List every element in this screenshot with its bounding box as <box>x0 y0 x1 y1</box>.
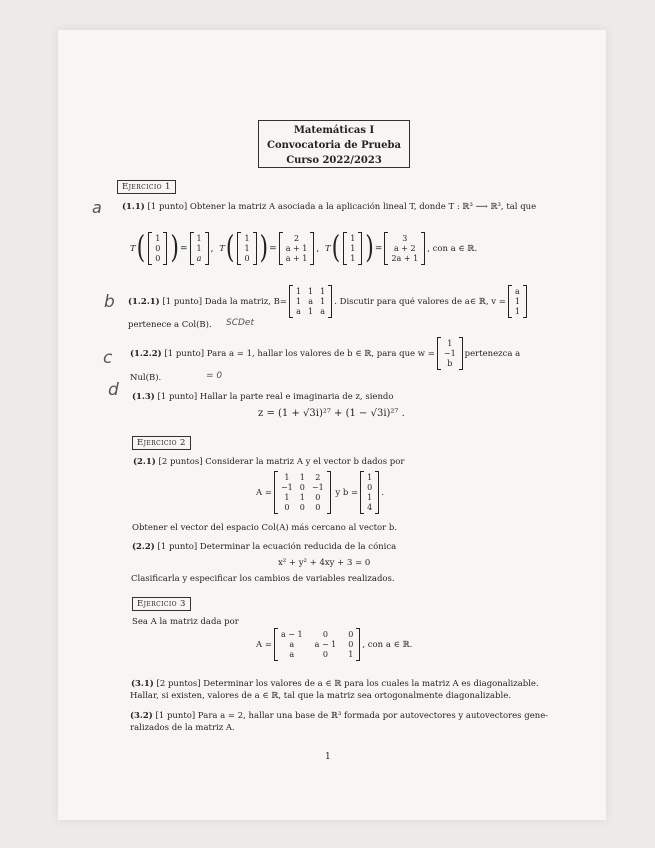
problem-2-2 <box>132 542 396 553</box>
vector-e1: 1 0 0 <box>148 232 167 265</box>
handwritten-b: b <box>104 292 115 312</box>
problem-1-2-2-line2: Nul(B). <box>130 373 162 383</box>
problem-3-2 <box>130 711 548 722</box>
t2-label: T <box>219 243 225 254</box>
problem-2-2-number: (2.2) <box>132 542 155 552</box>
problem-3-2-line2: ralizados de la matriz A. <box>130 723 235 733</box>
problem-3-2-number: (3.2) <box>130 711 153 721</box>
matrix-A-label: A = <box>256 487 272 498</box>
title-line-3: Curso 2022/2023 <box>286 155 382 166</box>
problem-1-1-tail: , con a ∈ ℝ. <box>427 243 478 254</box>
exam-title-box <box>258 120 410 168</box>
problem-1-3-text: [1 punto] Hallar la parte real e imaginaria de z, siendo <box>157 392 394 402</box>
problem-1-2-1-line2: pertenece a Col(B). <box>128 320 212 330</box>
problem-1-3-number: (1.3) <box>132 392 155 402</box>
vector-w: 1 −1 b <box>437 337 463 370</box>
problem-1-1-number: (1.1) <box>122 202 145 212</box>
problem-1-1-formula: T ( 1 0 0 ) = 1 1 a , T ( 1 1 0 ) = 2 a + 1 a + 1 , T ( 1 1 1 ) = 3 a + 2 2a + 1 , con a ∈ ℝ. <box>130 230 478 266</box>
problem-2-1-number: (2.1) <box>133 457 156 467</box>
problem-2-2-text: [1 punto] Determinar la ecuación reducida de la cónica <box>157 542 397 552</box>
exercise-3-intro: Sea A la matriz dada por <box>132 617 239 627</box>
matrix-A-ex3: a − 1 0 0 a a − 1 0 a 0 1 <box>274 628 360 661</box>
title-line-1: Matemáticas I <box>293 125 375 136</box>
problem-1-2-2-tail: pertenezca a <box>464 348 521 359</box>
vector-e2: 1 1 0 <box>237 232 256 265</box>
handwritten-a: a <box>92 198 102 217</box>
vector-e3: 1 1 1 <box>343 232 362 265</box>
problem-1-2-1-text: [1 punto] Dada la matriz, B= <box>162 296 287 307</box>
exercise-1-label: Ejercicio 1 <box>117 180 176 194</box>
problem-1-1 <box>122 202 536 213</box>
problem-1-3 <box>132 392 393 403</box>
problem-3-1-line2: Hallar, si existen, valores de a ∈ ℝ, tal que la matriz sea ortogonalmente diagonalizable. <box>130 691 511 701</box>
matrix-A-ex2: 1 1 2 −1 0 −1 1 1 0 0 0 0 <box>274 471 331 514</box>
problem-2-1-text: [2 puntos] Considerar la matriz A y el vector b dados por <box>158 457 405 467</box>
t3-label: T <box>324 243 331 254</box>
t1-label: T <box>130 243 136 254</box>
problem-1-2-1-mid: . Discutir para qué valores de a∈ ℝ, v = <box>334 296 506 307</box>
handwritten-c: c <box>103 348 113 368</box>
problem-1-1-text: [1 punto] Obtener la matriz A asociada a la aplicación lineal T, donde T : ℝ³ ⟶ ℝ³, tal que <box>147 202 537 212</box>
problem-1-2-2 <box>130 337 520 370</box>
handwritten-d: d <box>108 380 119 400</box>
problem-2-1 <box>133 457 404 468</box>
title-line-2: Convocatoria de Prueba <box>267 140 401 151</box>
image-e1: 1 1 a <box>190 232 209 265</box>
problem-1-2-2-number: (1.2.2) <box>130 348 162 359</box>
problem-1-2-1 <box>128 285 529 318</box>
exercise-3-tail: , con a ∈ ℝ. <box>362 639 413 650</box>
problem-1-2-1-number: (1.2.1) <box>128 296 160 307</box>
page-number: 1 <box>325 752 331 762</box>
vector-b-label: y b = <box>335 487 359 498</box>
problem-3-1 <box>131 679 539 690</box>
problem-3-2-text: [1 punto] Para a = 2, hallar una base de ℝ³ formada por autovectores y autovectores gene- <box>155 711 549 721</box>
vector-v: a 1 1 <box>508 285 527 318</box>
problem-2-2-formula: x² + y² + 4xy + 3 = 0 <box>278 558 371 568</box>
image-e2: 2 a + 1 a + 1 <box>279 232 315 265</box>
exercise-2-label: Ejercicio 2 <box>132 436 191 450</box>
vector-b: 1 0 1 4 <box>360 471 379 514</box>
exercise-3-label: Ejercicio 3 <box>132 597 191 611</box>
matrix-B: 1 1 1 1 a 1 a 1 a <box>289 285 332 318</box>
problem-3-1-number: (3.1) <box>131 679 154 689</box>
problem-3-1-text: [2 puntos] Determinar los valores de a ∈ ℝ para los cuales la matriz A es diagonalizable. <box>156 679 539 689</box>
handwritten-equals-zero: = 0 <box>206 371 223 381</box>
handwritten-scdet: SCDet <box>226 318 254 328</box>
image-e3: 3 a + 2 2a + 1 <box>384 232 425 265</box>
matrix-A3-label: A = <box>256 639 272 650</box>
exercise-3-formula <box>256 628 412 661</box>
problem-2-1-formula: A = 1 1 2 −1 0 −1 1 1 0 0 0 0 y b = 1 0 1 4 . <box>256 473 384 512</box>
problem-2-1-line2: Obtener el vector del espacio Col(A) más cercano al vector b. <box>132 523 398 533</box>
problem-1-3-formula: z = (1 + √3i)²⁷ + (1 − √3i)²⁷ . <box>258 408 405 419</box>
problem-1-2-2-text: [1 punto] Para a = 1, hallar los valores de b ∈ ℝ, para que w = <box>164 348 435 359</box>
problem-2-2-line2: Clasificarla y especificar los cambios de variables realizados. <box>131 574 395 584</box>
